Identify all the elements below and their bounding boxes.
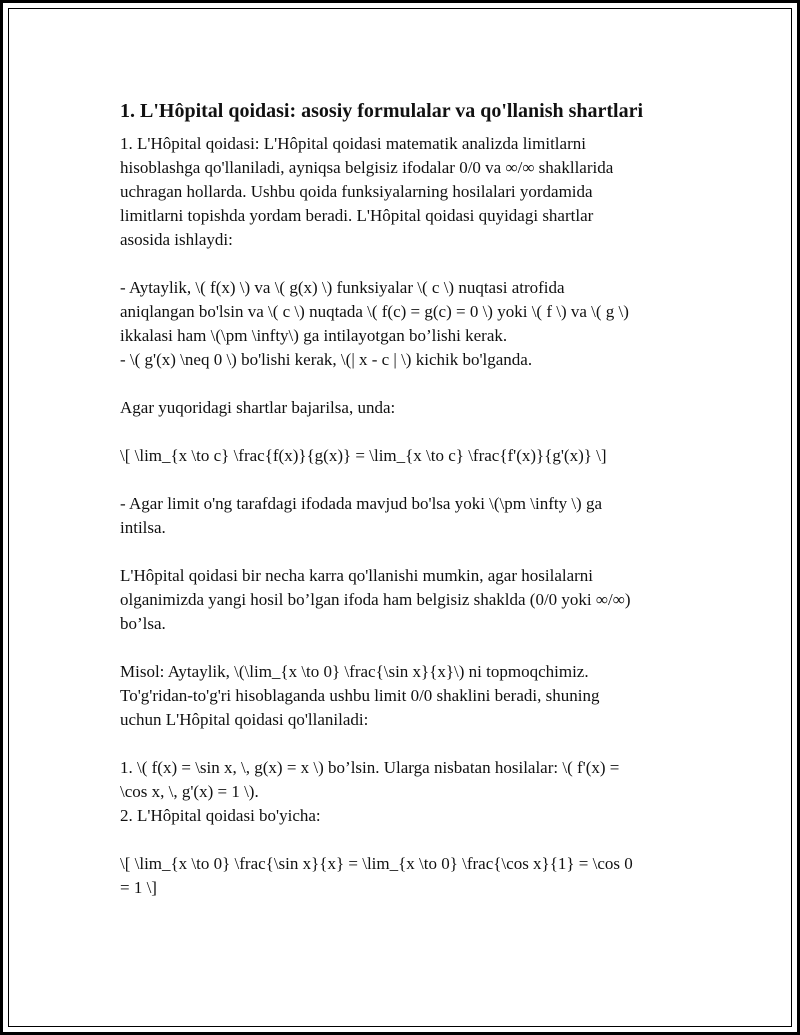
text-line: - Aytaylik, \( f(x) \) va \( g(x) \) funksiyalar \( c \) nuqtasi atrofida — [120, 278, 565, 297]
text-line: - \( g'(x) \neq 0 \) bo'lishi kerak, \(| x - c | \) kichik bo'lganda. — [120, 350, 533, 369]
text-line: limitlarni topishda yordam beradi. L'Hôpital qoidasi quyidagi shartlar — [120, 206, 594, 225]
text-line: asosida ishlaydi: — [120, 230, 233, 249]
text-line: = 1 \] — [120, 878, 157, 897]
text-line: \cos x, \, g'(x) = 1 \). — [120, 782, 259, 801]
paragraph-gap — [120, 420, 680, 444]
document-content — [120, 99, 680, 900]
paragraph-gap — [120, 636, 680, 660]
paragraph-gap — [120, 468, 680, 492]
text-line: L'Hôpital qoidasi bir necha karra qo'llanishi mumkin, agar hosilalarni — [120, 566, 594, 585]
text-line: 2. L'Hôpital qoidasi bo'yicha: — [120, 806, 321, 825]
paragraph-gap — [120, 252, 680, 276]
text-line: aniqlangan bo'lsin va \( c \) nuqtada \( f(c) = g(c) = 0 \) yoki \( f \) va \( g \) — [120, 302, 629, 321]
text-line: intilsa. — [120, 518, 166, 537]
paragraph-then — [120, 396, 680, 420]
paragraph-steps — [120, 756, 680, 828]
text-line: \[ \lim_{x \to 0} \frac{\sin x}{x} = \lim_{x \to 0} \frac{\cos x}{1} = \cos 0 — [120, 854, 633, 873]
paragraph-gap — [120, 828, 680, 852]
text-line: bo’lsa. — [120, 614, 166, 633]
text-line: Misol: Aytaylik, \(\lim_{x \to 0} \frac{\sin x}{x}\) ni topmoqchimiz. — [120, 662, 589, 681]
paragraph-limit-exists — [120, 492, 680, 540]
text-line: olganimizda yangi hosil bo’lgan ifoda ham belgisiz shaklda (0/0 yoki ∞/∞) — [120, 590, 631, 609]
paragraph-gap — [120, 732, 680, 756]
formula-lhopital — [120, 444, 680, 468]
paragraph-conditions — [120, 276, 680, 372]
formula-example — [120, 852, 680, 900]
text-line: ikkalasi ham \(\pm \infty\) ga intilayotgan bo’lishi kerak. — [120, 326, 508, 345]
paragraph-repeated — [120, 564, 680, 636]
text-line: hisoblashga qo'llaniladi, ayniqsa belgisiz ifodalar 0/0 va ∞/∞ shakllarida — [120, 158, 614, 177]
text-line: \[ \lim_{x \to c} \frac{f(x)}{g(x)} = \lim_{x \to c} \frac{f'(x)}{g'(x)} \] — [120, 446, 607, 465]
paragraph-example — [120, 660, 680, 732]
paragraph-intro — [120, 132, 680, 252]
paragraph-gap — [120, 372, 680, 396]
text-line: To'g'ridan-to'g'ri hisoblaganda ushbu limit 0/0 shaklini beradi, shuning — [120, 686, 600, 705]
document-title: 1. L'Hôpital qoidasi: asosiy formulalar va qo'llanish shartlari — [120, 100, 644, 122]
text-line: 1. \( f(x) = \sin x, \, g(x) = x \) bo’lsin. Ularga nisbatan hosilalar: \( f'(x) = — [120, 758, 620, 777]
text-line: 1. L'Hôpital qoidasi: L'Hôpital qoidasi matematik analizda limitlarni — [120, 134, 586, 153]
text-line: uchun L'Hôpital qoidasi qo'llaniladi: — [120, 710, 369, 729]
paragraph-gap — [120, 540, 680, 564]
text-line: uchragan hollarda. Ushbu qoida funksiyalarning hosilalari yordamida — [120, 182, 593, 201]
text-line: - Agar limit o'ng tarafdagi ifodada mavjud bo'lsa yoki \(\pm \infty \) ga — [120, 494, 603, 513]
text-line: Agar yuqoridagi shartlar bajarilsa, unda: — [120, 398, 396, 417]
